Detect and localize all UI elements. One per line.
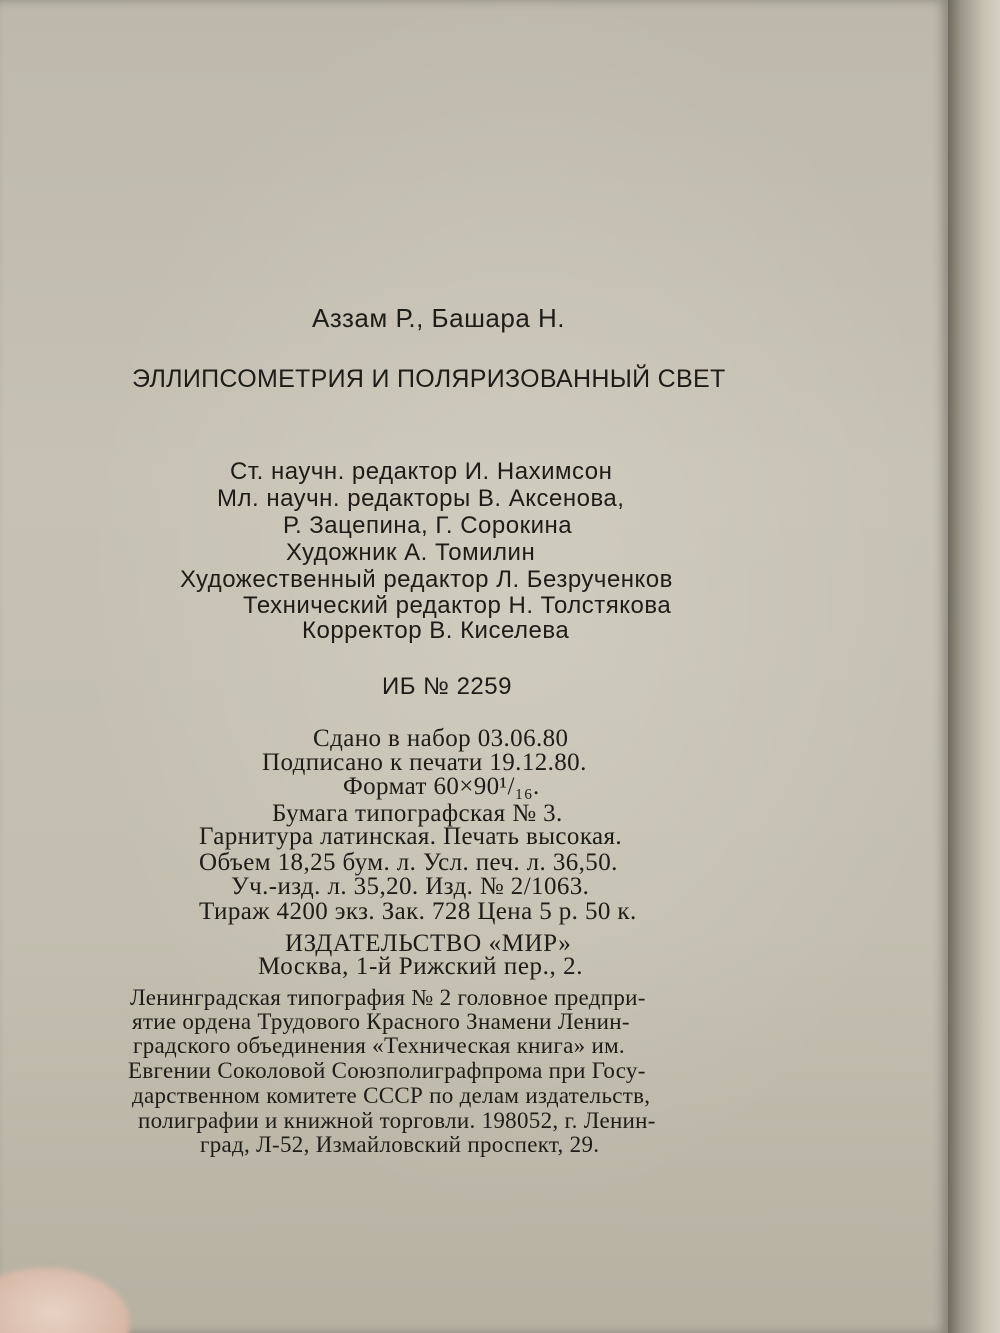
credit-line: Корректор В. Киселева [302, 617, 570, 644]
printer-line: град, Л-52, Измайловский проспект, 29. [200, 1132, 600, 1157]
credit-line: Технический редактор Н. Толстякова [243, 592, 672, 619]
printer-line: ятие ордена Трудового Красного Знамени Ленин- [132, 1009, 630, 1034]
publisher-address: Москва, 1-й Рижский пер., 2. [258, 953, 584, 980]
imprint-line: Подписано к печати 19.12.80. [262, 749, 587, 776]
printer-line: полиграфии и книжной торговли. 198052, г. Ленин- [138, 1108, 656, 1133]
printer-line: дарственном комитете СССР по делам издательств, [132, 1083, 651, 1108]
imprint-line: Бумага типографская № 3. [272, 800, 563, 827]
imprint-line: Уч.-изд. л. 35,20. Изд. № 2/1063. [231, 873, 590, 900]
credit-line: Р. Зацепина, Г. Сорокина [283, 512, 573, 539]
imprint-line: Тираж 4200 экз. Зак. 728 Цена 5 р. 50 к. [199, 898, 637, 925]
printer-line: градского объединения «Техническая книга» им. [133, 1033, 625, 1058]
ib-number: ИБ № 2259 [382, 673, 512, 700]
printer-line: Ленинградская типография № 2 головное предпри- [130, 985, 646, 1010]
publisher-name: ИЗДАТЕЛЬСТВО «МИР» [285, 930, 572, 957]
credit-line: Ст. научн. редактор И. Нахимсон [230, 458, 613, 485]
authors-line: Аззам Р., Башара Н. [312, 303, 566, 333]
imprint-line: Сдано в набор 03.06.80 [313, 725, 569, 752]
credit-line: Художественный редактор Л. Безрученков [180, 566, 673, 593]
book-title: ЭЛЛИПСОМЕТРИЯ И ПОЛЯРИЗОВАННЫЙ СВЕТ [132, 365, 726, 393]
imprint-line: Гарнитура латинская. Печать высокая. [199, 823, 623, 850]
next-page-edge [948, 0, 1000, 1333]
printer-line: Евгении Соколовой Союзполиграфпрома при Госу- [128, 1058, 646, 1083]
imprint-line: Формат 60×90¹/₁₆. [343, 773, 540, 800]
credit-line: Художник А. Томилин [286, 539, 536, 566]
credit-line: Мл. научн. редакторы В. Аксенова, [217, 485, 625, 512]
imprint-line: Объем 18,25 бум. л. Усл. печ. л. 36,50. [199, 849, 618, 876]
